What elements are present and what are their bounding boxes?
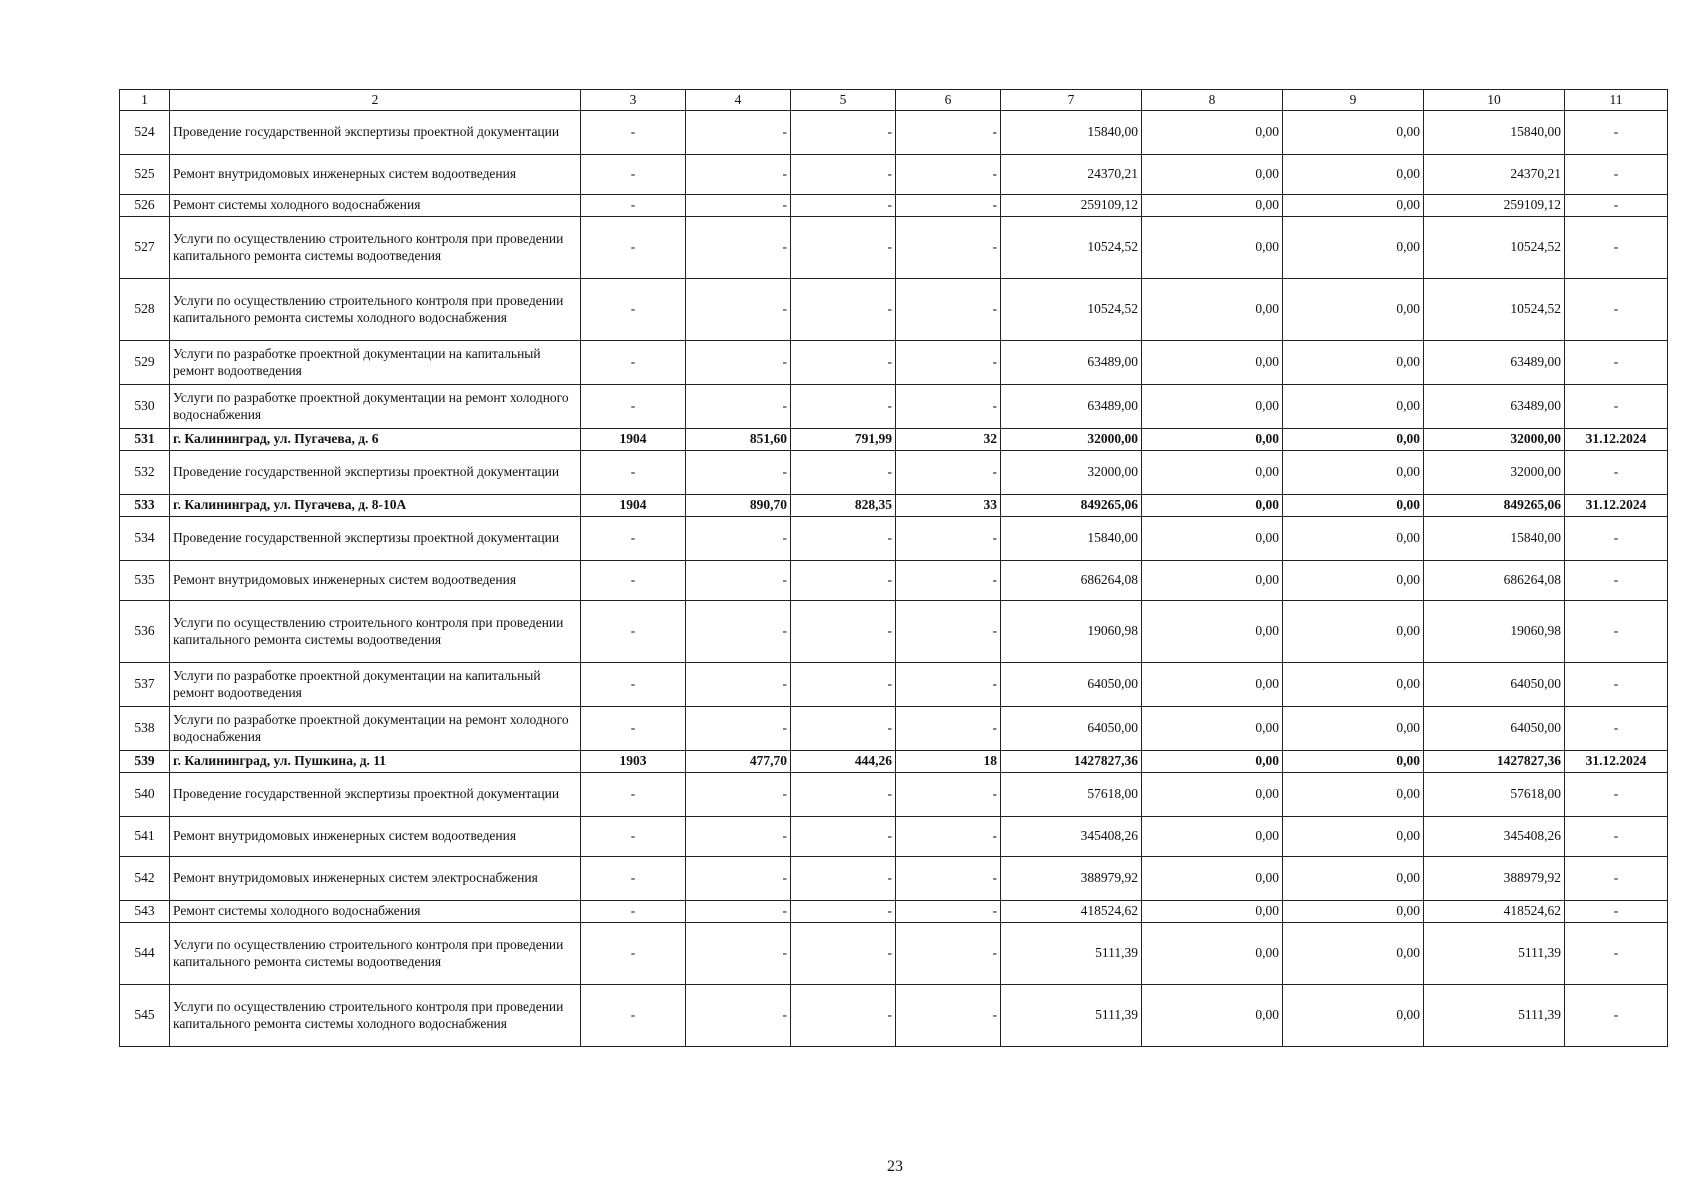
col-4-value: - [686, 663, 791, 707]
column-header: 10 [1424, 90, 1565, 111]
work-description: Услуги по разработке проектной документации на капитальный ремонт водоотведения [170, 663, 581, 707]
row-number: 526 [120, 195, 170, 217]
col-9-amount: 0,00 [1283, 279, 1424, 341]
table-row [120, 279, 1668, 341]
col-3-value: 1904 [581, 429, 686, 451]
table-row [120, 857, 1668, 901]
col-4-value: 851,60 [686, 429, 791, 451]
col-9-amount: 0,00 [1283, 601, 1424, 663]
table-row [120, 561, 1668, 601]
col-8-amount: 0,00 [1142, 985, 1283, 1047]
col-7-amount: 1427827,36 [1001, 751, 1142, 773]
row-number: 525 [120, 155, 170, 195]
col-9-amount: 0,00 [1283, 517, 1424, 561]
row-number: 536 [120, 601, 170, 663]
row-number: 543 [120, 901, 170, 923]
address-row [120, 495, 1668, 517]
col-8-amount: 0,00 [1142, 429, 1283, 451]
col-4-value: 890,70 [686, 495, 791, 517]
work-description: Проведение государственной экспертизы проектной документации [170, 517, 581, 561]
row-number: 544 [120, 923, 170, 985]
col-9-amount: 0,00 [1283, 817, 1424, 857]
col-4-value: - [686, 901, 791, 923]
col-8-amount: 0,00 [1142, 155, 1283, 195]
col-3-value: - [581, 923, 686, 985]
col-9-amount: 0,00 [1283, 195, 1424, 217]
col-6-value: 18 [896, 751, 1001, 773]
table-row [120, 923, 1668, 985]
col-3-value: - [581, 217, 686, 279]
col-11-deadline: - [1565, 817, 1668, 857]
col-8-amount: 0,00 [1142, 857, 1283, 901]
col-4-value: - [686, 857, 791, 901]
col-6-value: - [896, 111, 1001, 155]
col-5-value: - [791, 773, 896, 817]
col-9-amount: 0,00 [1283, 751, 1424, 773]
col-6-value: - [896, 857, 1001, 901]
col-11-deadline: - [1565, 341, 1668, 385]
address-row [120, 429, 1668, 451]
work-description: г. Калининград, ул. Пугачева, д. 8-10А [170, 495, 581, 517]
col-6-value: - [896, 901, 1001, 923]
col-6-value: - [896, 517, 1001, 561]
col-8-amount: 0,00 [1142, 561, 1283, 601]
col-8-amount: 0,00 [1142, 601, 1283, 663]
col-8-amount: 0,00 [1142, 517, 1283, 561]
col-7-amount: 19060,98 [1001, 601, 1142, 663]
column-header: 6 [896, 90, 1001, 111]
work-description: Услуги по осуществлению строительного контроля при проведении капитального ремонта системы холодного водоснабжения [170, 985, 581, 1047]
col-7-amount: 388979,92 [1001, 857, 1142, 901]
column-header: 7 [1001, 90, 1142, 111]
col-6-value: - [896, 279, 1001, 341]
col-7-amount: 57618,00 [1001, 773, 1142, 817]
col-7-amount: 63489,00 [1001, 385, 1142, 429]
work-description: Ремонт системы холодного водоснабжения [170, 195, 581, 217]
work-description: Услуги по разработке проектной документации на ремонт холодного водоснабжения [170, 707, 581, 751]
col-6-value: - [896, 601, 1001, 663]
column-header: 8 [1142, 90, 1283, 111]
column-header: 2 [170, 90, 581, 111]
col-11-deadline: - [1565, 901, 1668, 923]
column-header: 3 [581, 90, 686, 111]
col-6-value: - [896, 663, 1001, 707]
col-4-value: - [686, 279, 791, 341]
row-number: 539 [120, 751, 170, 773]
col-11-deadline: - [1565, 517, 1668, 561]
row-number: 524 [120, 111, 170, 155]
table-row [120, 451, 1668, 495]
col-10-amount: 259109,12 [1424, 195, 1565, 217]
col-11-deadline: 31.12.2024 [1565, 751, 1668, 773]
col-10-amount: 388979,92 [1424, 857, 1565, 901]
col-9-amount: 0,00 [1283, 429, 1424, 451]
col-3-value: 1904 [581, 495, 686, 517]
col-6-value: - [896, 561, 1001, 601]
col-10-amount: 64050,00 [1424, 707, 1565, 751]
row-number: 535 [120, 561, 170, 601]
table-row [120, 155, 1668, 195]
col-11-deadline: - [1565, 279, 1668, 341]
col-3-value: 1903 [581, 751, 686, 773]
col-7-amount: 32000,00 [1001, 451, 1142, 495]
col-9-amount: 0,00 [1283, 901, 1424, 923]
col-8-amount: 0,00 [1142, 385, 1283, 429]
col-9-amount: 0,00 [1283, 495, 1424, 517]
col-6-value: - [896, 707, 1001, 751]
table-row [120, 217, 1668, 279]
col-3-value: - [581, 561, 686, 601]
work-description: Услуги по разработке проектной документации на капитальный ремонт водоотведения [170, 341, 581, 385]
col-5-value: - [791, 985, 896, 1047]
col-7-amount: 63489,00 [1001, 341, 1142, 385]
col-4-value: - [686, 195, 791, 217]
col-3-value: - [581, 707, 686, 751]
col-3-value: - [581, 451, 686, 495]
col-6-value: - [896, 923, 1001, 985]
col-8-amount: 0,00 [1142, 663, 1283, 707]
column-header: 9 [1283, 90, 1424, 111]
table-row [120, 517, 1668, 561]
col-9-amount: 0,00 [1283, 663, 1424, 707]
col-5-value: - [791, 601, 896, 663]
col-5-value: - [791, 111, 896, 155]
row-number: 540 [120, 773, 170, 817]
col-8-amount: 0,00 [1142, 341, 1283, 385]
column-header: 4 [686, 90, 791, 111]
col-9-amount: 0,00 [1283, 985, 1424, 1047]
col-6-value: - [896, 155, 1001, 195]
col-10-amount: 64050,00 [1424, 663, 1565, 707]
col-4-value: - [686, 111, 791, 155]
col-5-value: - [791, 857, 896, 901]
col-5-value: - [791, 817, 896, 857]
col-7-amount: 64050,00 [1001, 663, 1142, 707]
work-description: Ремонт внутридомовых инженерных систем водоотведения [170, 561, 581, 601]
col-11-deadline: - [1565, 195, 1668, 217]
col-11-deadline: - [1565, 857, 1668, 901]
table-row [120, 111, 1668, 155]
col-8-amount: 0,00 [1142, 751, 1283, 773]
col-4-value: - [686, 773, 791, 817]
col-7-amount: 15840,00 [1001, 111, 1142, 155]
col-9-amount: 0,00 [1283, 217, 1424, 279]
col-9-amount: 0,00 [1283, 561, 1424, 601]
col-5-value: - [791, 217, 896, 279]
col-7-amount: 686264,08 [1001, 561, 1142, 601]
col-11-deadline: - [1565, 155, 1668, 195]
col-11-deadline: - [1565, 385, 1668, 429]
col-3-value: - [581, 155, 686, 195]
row-number: 531 [120, 429, 170, 451]
col-4-value: - [686, 341, 791, 385]
col-10-amount: 5111,39 [1424, 923, 1565, 985]
col-8-amount: 0,00 [1142, 901, 1283, 923]
col-7-amount: 418524,62 [1001, 901, 1142, 923]
col-11-deadline: - [1565, 451, 1668, 495]
col-8-amount: 0,00 [1142, 923, 1283, 985]
col-5-value: - [791, 385, 896, 429]
col-6-value: - [896, 985, 1001, 1047]
col-9-amount: 0,00 [1283, 155, 1424, 195]
row-number: 537 [120, 663, 170, 707]
page-number: 23 [887, 1158, 903, 1175]
col-10-amount: 24370,21 [1424, 155, 1565, 195]
col-4-value: - [686, 385, 791, 429]
work-description: Услуги по разработке проектной документации на ремонт холодного водоснабжения [170, 385, 581, 429]
table-row [120, 341, 1668, 385]
row-number: 529 [120, 341, 170, 385]
col-6-value: - [896, 817, 1001, 857]
col-10-amount: 63489,00 [1424, 341, 1565, 385]
col-6-value: - [896, 451, 1001, 495]
work-description: г. Калининград, ул. Пугачева, д. 6 [170, 429, 581, 451]
col-10-amount: 345408,26 [1424, 817, 1565, 857]
work-description: Проведение государственной экспертизы проектной документации [170, 451, 581, 495]
col-11-deadline: - [1565, 217, 1668, 279]
col-5-value: - [791, 195, 896, 217]
table-row [120, 985, 1668, 1047]
col-10-amount: 32000,00 [1424, 429, 1565, 451]
col-6-value: - [896, 773, 1001, 817]
work-description: Проведение государственной экспертизы проектной документации [170, 773, 581, 817]
col-8-amount: 0,00 [1142, 195, 1283, 217]
col-10-amount: 15840,00 [1424, 111, 1565, 155]
col-7-amount: 10524,52 [1001, 279, 1142, 341]
col-7-amount: 15840,00 [1001, 517, 1142, 561]
col-11-deadline: - [1565, 773, 1668, 817]
row-number: 527 [120, 217, 170, 279]
col-5-value: - [791, 923, 896, 985]
work-description: Ремонт внутридомовых инженерных систем водоотведения [170, 155, 581, 195]
col-3-value: - [581, 385, 686, 429]
column-header: 1 [120, 90, 170, 111]
row-number: 528 [120, 279, 170, 341]
col-7-amount: 32000,00 [1001, 429, 1142, 451]
col-7-amount: 64050,00 [1001, 707, 1142, 751]
col-7-amount: 24370,21 [1001, 155, 1142, 195]
col-8-amount: 0,00 [1142, 817, 1283, 857]
table-row [120, 707, 1668, 751]
work-description: Ремонт внутридомовых инженерных систем водоотведения [170, 817, 581, 857]
col-10-amount: 63489,00 [1424, 385, 1565, 429]
work-description: г. Калининград, ул. Пушкина, д. 11 [170, 751, 581, 773]
col-7-amount: 10524,52 [1001, 217, 1142, 279]
row-number: 538 [120, 707, 170, 751]
col-3-value: - [581, 985, 686, 1047]
col-10-amount: 1427827,36 [1424, 751, 1565, 773]
row-number: 542 [120, 857, 170, 901]
col-10-amount: 10524,52 [1424, 279, 1565, 341]
col-10-amount: 5111,39 [1424, 985, 1565, 1047]
work-description: Проведение государственной экспертизы проектной документации [170, 111, 581, 155]
col-9-amount: 0,00 [1283, 773, 1424, 817]
col-3-value: - [581, 817, 686, 857]
table-row [120, 601, 1668, 663]
col-6-value: 33 [896, 495, 1001, 517]
col-11-deadline: - [1565, 663, 1668, 707]
row-number: 545 [120, 985, 170, 1047]
col-5-value: - [791, 341, 896, 385]
col-3-value: - [581, 195, 686, 217]
col-10-amount: 10524,52 [1424, 217, 1565, 279]
col-11-deadline: - [1565, 561, 1668, 601]
col-10-amount: 57618,00 [1424, 773, 1565, 817]
col-3-value: - [581, 111, 686, 155]
col-10-amount: 32000,00 [1424, 451, 1565, 495]
row-number: 530 [120, 385, 170, 429]
col-8-amount: 0,00 [1142, 279, 1283, 341]
col-10-amount: 686264,08 [1424, 561, 1565, 601]
col-9-amount: 0,00 [1283, 385, 1424, 429]
col-9-amount: 0,00 [1283, 341, 1424, 385]
col-6-value: - [896, 341, 1001, 385]
col-4-value: - [686, 601, 791, 663]
col-3-value: - [581, 857, 686, 901]
col-5-value: - [791, 155, 896, 195]
col-5-value: - [791, 663, 896, 707]
col-8-amount: 0,00 [1142, 111, 1283, 155]
table-row [120, 901, 1668, 923]
col-9-amount: 0,00 [1283, 923, 1424, 985]
works-table [119, 89, 1668, 1047]
col-3-value: - [581, 901, 686, 923]
col-4-value: - [686, 561, 791, 601]
col-4-value: - [686, 217, 791, 279]
col-4-value: - [686, 985, 791, 1047]
col-8-amount: 0,00 [1142, 495, 1283, 517]
col-10-amount: 418524,62 [1424, 901, 1565, 923]
col-8-amount: 0,00 [1142, 451, 1283, 495]
col-9-amount: 0,00 [1283, 111, 1424, 155]
col-4-value: 477,70 [686, 751, 791, 773]
col-5-value: 828,35 [791, 495, 896, 517]
col-4-value: - [686, 517, 791, 561]
table-row [120, 385, 1668, 429]
col-5-value: - [791, 517, 896, 561]
row-number: 533 [120, 495, 170, 517]
work-description: Услуги по осуществлению строительного контроля при проведении капитального ремонта системы холодного водоснабжения [170, 279, 581, 341]
col-7-amount: 345408,26 [1001, 817, 1142, 857]
col-11-deadline: 31.12.2024 [1565, 495, 1668, 517]
col-9-amount: 0,00 [1283, 707, 1424, 751]
table-row [120, 817, 1668, 857]
col-7-amount: 849265,06 [1001, 495, 1142, 517]
col-11-deadline: - [1565, 923, 1668, 985]
column-header: 11 [1565, 90, 1668, 111]
address-row [120, 751, 1668, 773]
col-3-value: - [581, 773, 686, 817]
col-6-value: - [896, 195, 1001, 217]
work-description: Ремонт внутридомовых инженерных систем электроснабжения [170, 857, 581, 901]
col-3-value: - [581, 601, 686, 663]
col-4-value: - [686, 451, 791, 495]
col-9-amount: 0,00 [1283, 451, 1424, 495]
row-number: 541 [120, 817, 170, 857]
col-8-amount: 0,00 [1142, 707, 1283, 751]
column-number-row [120, 90, 1668, 111]
col-5-value: - [791, 901, 896, 923]
col-7-amount: 259109,12 [1001, 195, 1142, 217]
col-4-value: - [686, 923, 791, 985]
col-4-value: - [686, 155, 791, 195]
col-6-value: - [896, 385, 1001, 429]
work-description: Услуги по осуществлению строительного контроля при проведении капитального ремонта системы водоотведения [170, 923, 581, 985]
col-3-value: - [581, 517, 686, 561]
table-row [120, 195, 1668, 217]
col-6-value: 32 [896, 429, 1001, 451]
column-header: 5 [791, 90, 896, 111]
col-11-deadline: 31.12.2024 [1565, 429, 1668, 451]
col-3-value: - [581, 663, 686, 707]
col-10-amount: 849265,06 [1424, 495, 1565, 517]
col-4-value: - [686, 817, 791, 857]
col-5-value: 791,99 [791, 429, 896, 451]
col-5-value: - [791, 707, 896, 751]
row-number: 534 [120, 517, 170, 561]
work-description: Услуги по осуществлению строительного контроля при проведении капитального ремонта системы водоотведения [170, 217, 581, 279]
col-10-amount: 19060,98 [1424, 601, 1565, 663]
col-11-deadline: - [1565, 601, 1668, 663]
col-7-amount: 5111,39 [1001, 985, 1142, 1047]
col-5-value: - [791, 561, 896, 601]
col-9-amount: 0,00 [1283, 857, 1424, 901]
col-3-value: - [581, 279, 686, 341]
col-6-value: - [896, 217, 1001, 279]
col-8-amount: 0,00 [1142, 773, 1283, 817]
col-11-deadline: - [1565, 707, 1668, 751]
col-11-deadline: - [1565, 985, 1668, 1047]
col-7-amount: 5111,39 [1001, 923, 1142, 985]
table-row [120, 773, 1668, 817]
col-8-amount: 0,00 [1142, 217, 1283, 279]
col-4-value: - [686, 707, 791, 751]
row-number: 532 [120, 451, 170, 495]
work-description: Услуги по осуществлению строительного контроля при проведении капитального ремонта системы водоотведения [170, 601, 581, 663]
table-row [120, 663, 1668, 707]
col-10-amount: 15840,00 [1424, 517, 1565, 561]
work-description: Ремонт системы холодного водоснабжения [170, 901, 581, 923]
col-5-value: - [791, 451, 896, 495]
col-5-value: - [791, 279, 896, 341]
col-3-value: - [581, 341, 686, 385]
col-11-deadline: - [1565, 111, 1668, 155]
col-5-value: 444,26 [791, 751, 896, 773]
